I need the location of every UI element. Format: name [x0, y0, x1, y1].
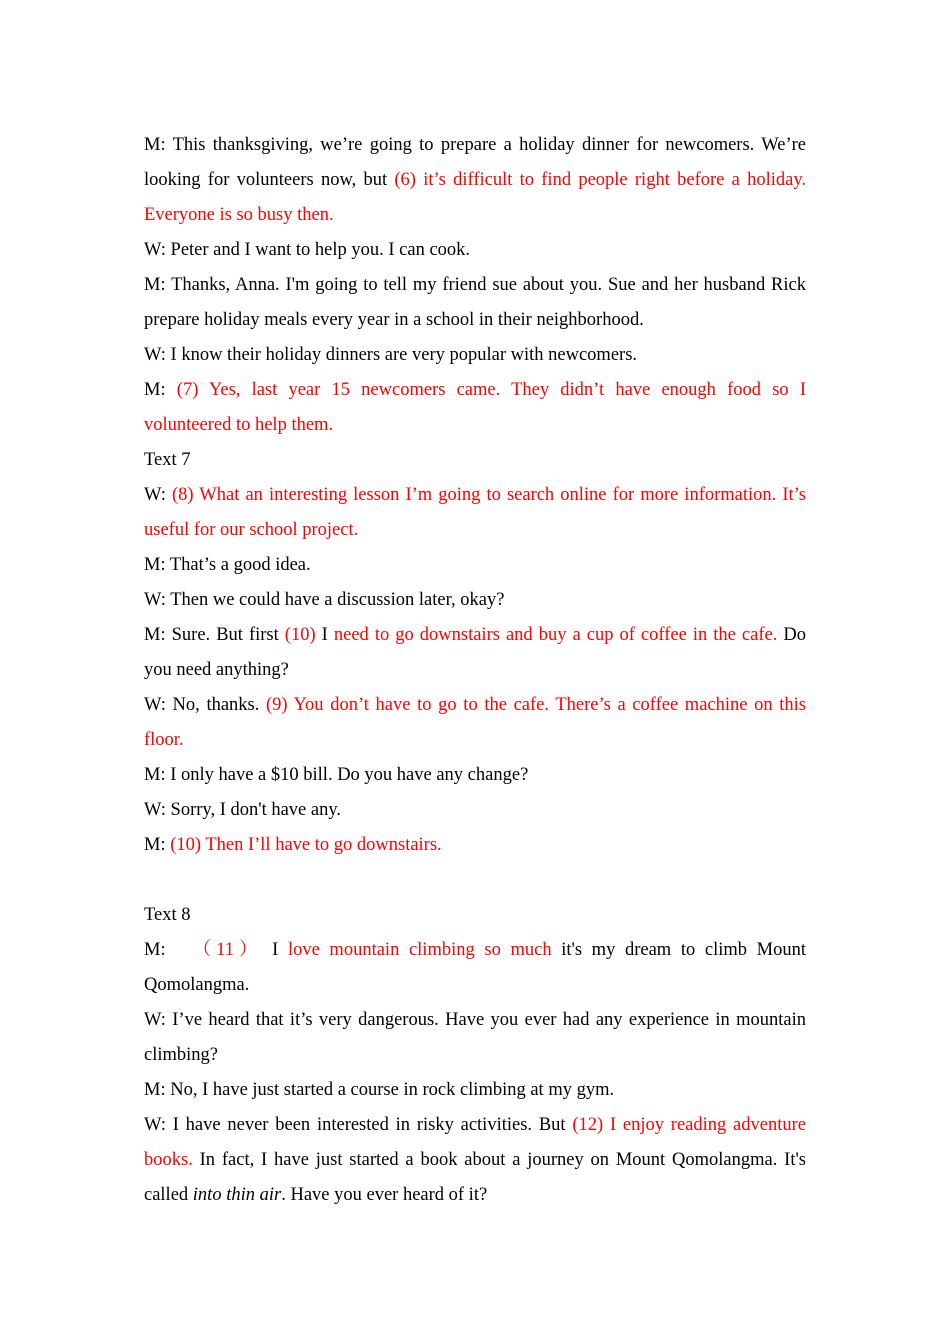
- line-text: M: Thanks, Anna. I'm going to tell my friend sue about you. Sue and her husband Rick prepare holiday meals every year in a school in their neighborhood.: [144, 275, 806, 330]
- line-text: W: I know their holiday dinners are very popular with newcomers.: [144, 345, 638, 365]
- answer-highlight: need to go downstairs and buy a cup of coffee in the cafe.: [333, 625, 778, 645]
- line-text: M: I only have a $10 bill. Do you have any change?: [144, 765, 529, 785]
- section-heading: [144, 898, 806, 933]
- line-text: W: I have never been interested in risky activities. But: [144, 1115, 573, 1135]
- dialogue-line: [144, 933, 806, 1003]
- dialogue-line: [144, 548, 806, 583]
- dialogue-line: [144, 268, 806, 338]
- answer-number: (10): [284, 625, 316, 645]
- book-title: into thin air: [192, 1185, 282, 1205]
- document-page: [144, 128, 806, 1213]
- line-text: In fact, I have just started a book about a journey on Mount Qomolangma. It's called: [144, 1150, 806, 1205]
- line-text: M: This thanksgiving, we’re going to prepare a holiday dinner for newcomers. We’re looking for volunteers now, but: [144, 135, 806, 190]
- line-text: . Have you ever heard of it?: [281, 1185, 488, 1205]
- answer-highlight: (7) Yes, last year 15 newcomers came. They didn’t have enough food so I volunteered to help them.: [144, 380, 806, 435]
- blank-line: [144, 863, 806, 898]
- dialogue-line: [144, 1073, 806, 1108]
- line-text: Do you need anything?: [144, 625, 806, 680]
- line-text: M:: [144, 940, 166, 960]
- answer-highlight: (9) You don’t have to go to the cafe. There’s a coffee machine on this floor.: [144, 695, 806, 750]
- line-text: I: [262, 940, 288, 960]
- dialogue-line: [144, 793, 806, 828]
- line-text: W: I’ve heard that it’s very dangerous. Have you ever had any experience in mountain climbing?: [144, 1010, 806, 1065]
- section-heading: [144, 443, 806, 478]
- line-text: W: Sorry, I don't have any.: [144, 800, 342, 820]
- line-text: M:: [144, 380, 177, 400]
- line-text: it's my dream to climb Mount Qomolangma.: [144, 940, 806, 995]
- answer-highlight: (10) Then I’ll have to go downstairs.: [170, 835, 442, 855]
- dialogue-line: [144, 373, 806, 443]
- dialogue-line: [144, 128, 806, 233]
- dialogue-line: [144, 618, 806, 688]
- dialogue-line: [144, 1003, 806, 1073]
- line-text: M: No, I have just started a course in rock climbing at my gym.: [144, 1080, 615, 1100]
- dialogue-line: [144, 688, 806, 758]
- dialogue-line: [144, 828, 806, 863]
- line-text: M: Sure. But first: [144, 625, 285, 645]
- heading-text: Text 7: [144, 450, 191, 470]
- line-text: W: Peter and I want to help you. I can cook.: [144, 240, 471, 260]
- answer-highlight: (12) I enjoy reading adventure books.: [144, 1115, 806, 1170]
- heading-text: Text 8: [144, 905, 191, 925]
- line-text: I: [315, 625, 334, 645]
- dialogue-line: [144, 758, 806, 793]
- dialogue-line: [144, 1108, 806, 1213]
- answer-number: （11）: [187, 940, 263, 960]
- answer-highlight: (8) What an interesting lesson I’m going to search online for more information. It’s useful for our school project.: [144, 485, 806, 540]
- answer-highlight: (6) it’s difficult to find people right before a holiday. Everyone is so busy then.: [144, 170, 806, 225]
- answer-highlight: love mountain climbing so much: [287, 940, 552, 960]
- dialogue-line: [144, 583, 806, 618]
- line-text: W: No, thanks.: [144, 695, 267, 715]
- line-text: M:: [144, 835, 171, 855]
- dialogue-line: [144, 233, 806, 268]
- dialogue-line: [144, 338, 806, 373]
- line-text: W:: [144, 485, 172, 505]
- line-text: W: Then we could have a discussion later, okay?: [144, 590, 505, 610]
- dialogue-line: [144, 478, 806, 548]
- line-text: M: That’s a good idea.: [144, 555, 311, 575]
